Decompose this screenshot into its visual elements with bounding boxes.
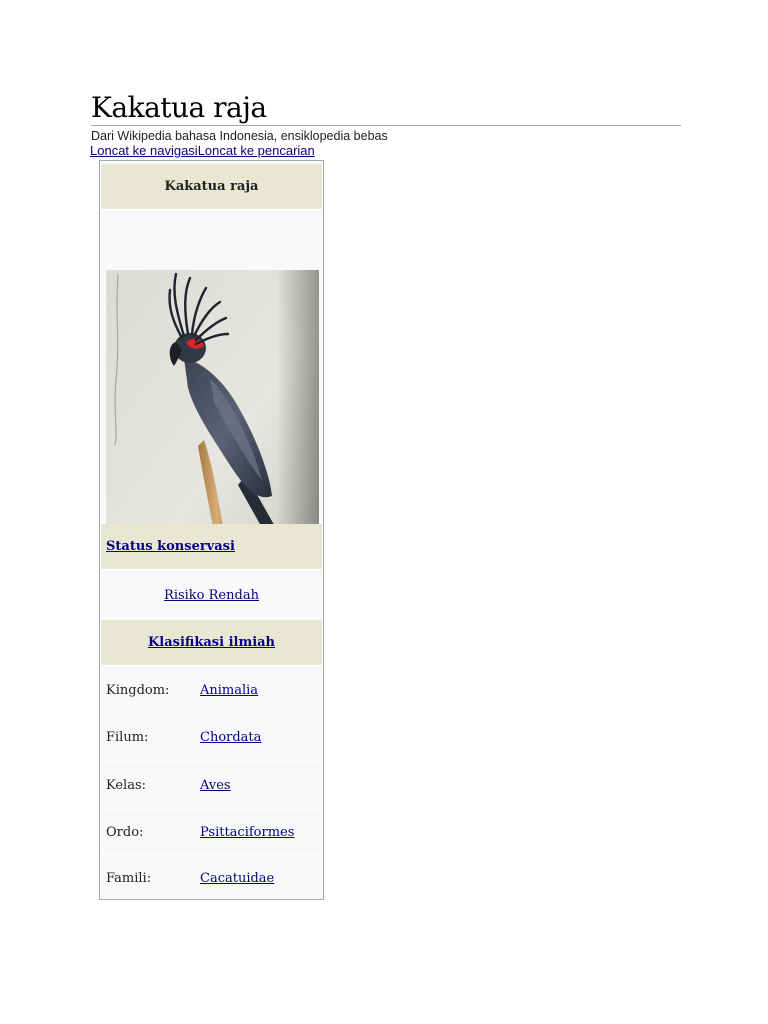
title-divider (91, 125, 681, 126)
risiko-rendah-link[interactable]: Risiko Rendah (164, 588, 259, 603)
conservation-status-row (100, 574, 323, 618)
taxonomy-row-kelas (100, 762, 323, 809)
site-tagline: Dari Wikipedia bahasa Indonesia, ensiklopedia bebas (91, 129, 388, 143)
taxonomy-value-link[interactable]: Aves (200, 777, 231, 793)
infobox-image-row (100, 211, 323, 523)
infobox-title: Kakatua raja (164, 179, 259, 194)
taxonomy-value-link[interactable]: Animalia (200, 683, 259, 698)
palm-cockatoo-photo[interactable] (106, 270, 319, 562)
taxonomy-value-link[interactable]: Chordata (200, 730, 262, 745)
taxonomy-rank: Kelas: (106, 777, 147, 793)
conservation-header-row (100, 524, 323, 570)
jump-to-navigation-link[interactable]: Loncat ke navigasi (90, 143, 198, 158)
taxonomy-value-link[interactable]: Cacatuidae (200, 870, 275, 886)
taxonomy-rank: Ordo: (106, 825, 144, 840)
taxonomy-row-kingdom (100, 668, 323, 714)
taxonomy-row-filum (100, 715, 323, 761)
conservation-status-link[interactable]: Status konservasi (106, 539, 235, 554)
taxonomy-row-ordo (100, 810, 323, 856)
taxobox (99, 160, 324, 900)
jump-to-search-link[interactable]: Loncat ke pencarian (197, 143, 315, 158)
infobox-title-row (100, 164, 323, 210)
taxonomy-rank: Famili: (106, 870, 152, 886)
taxonomy-rank: Filum: (106, 730, 149, 745)
jump-links (90, 143, 315, 159)
klasifikasi-ilmiah-link[interactable]: Klasifikasi ilmiah (147, 635, 276, 650)
taxonomy-value-link[interactable]: Psittaciformes (200, 825, 295, 840)
taxonomy-rank: Kingdom: (106, 683, 170, 698)
page-title: Kakatua raja (91, 91, 267, 124)
taxonomy-row-famili (100, 857, 323, 899)
classification-header-row (100, 620, 323, 666)
